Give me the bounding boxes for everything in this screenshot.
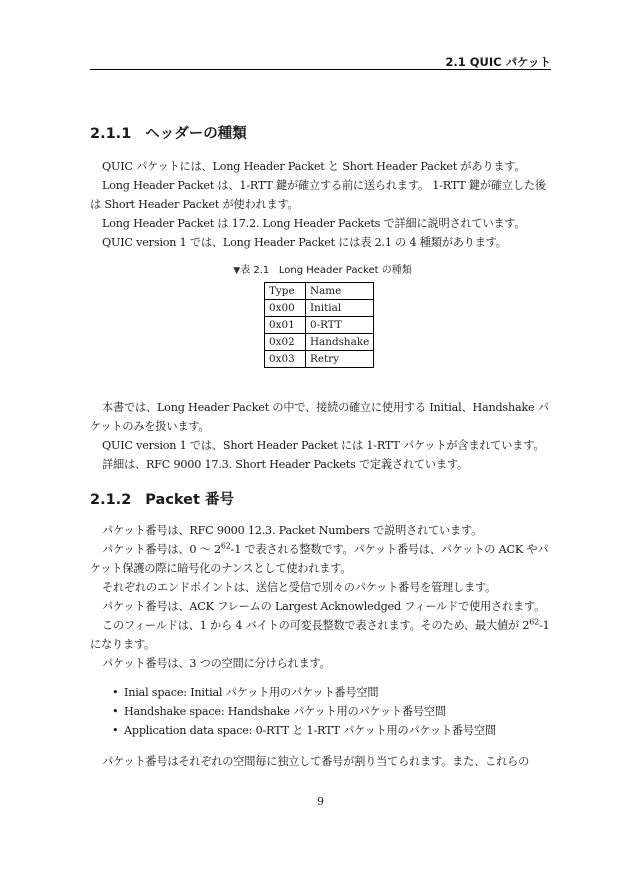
table-header-cell: Name (306, 283, 374, 300)
packet-type-table (264, 282, 374, 368)
page-content (90, 124, 551, 771)
header-rule (90, 69, 551, 70)
paragraph: パケット番号は、ACK フレームの Largest Acknowledged フィールドで使用されます。 (102, 600, 546, 613)
text-run: -1 になります。 (90, 619, 550, 651)
bullet-icon: • (112, 705, 119, 718)
paragraph: QUIC version 1 では、Short Header Packet には 1-RTT パケットが含まれています。 (102, 439, 545, 452)
table-cell: Handshake (306, 334, 374, 351)
paragraph (90, 616, 551, 654)
paragraph: パケット番号はそれぞれの空間毎に独立して番号が割り当てられます。また、これらの (102, 755, 530, 768)
text-run: パケット番号は、0 〜 2 (102, 543, 221, 556)
paragraph: QUIC パケットには、Long Header Packet と Short Header Packet があります。 (102, 160, 526, 173)
table-cell: 0x02 (265, 334, 306, 351)
paragraph: パケット番号は、3 つの空間に分けられます。 (102, 657, 331, 670)
bullet-icon: • (112, 724, 119, 737)
section-title: Packet 番号 (145, 492, 234, 508)
table-row (265, 351, 374, 368)
list-item-text: Application data space: 0-RTT と 1-RTT パケット用のパケット番号空間 (124, 724, 496, 737)
paragraph: QUIC version 1 では、Long Header Packet には表 2.1 の 4 種類があります。 (102, 236, 507, 249)
section-number: 2.1.2 (90, 492, 132, 508)
paragraph: それぞれのエンドポイントは、送信と受信で別々のパケット番号を管理します。 (102, 581, 497, 594)
table-header-cell: Type (265, 283, 306, 300)
paragraph: Long Header Packet は 17.2. Long Header Packets で詳細に説明されています。 (102, 217, 526, 230)
paragraph: 詳細は、RFC 9000 17.3. Short Header Packets で定義されています。 (102, 458, 468, 471)
paragraph: パケット番号は、RFC 9000 12.3. Packet Numbers で説明されています。 (102, 524, 483, 537)
list-item (90, 702, 551, 721)
table-header-row (265, 283, 374, 300)
table-cell: 0x01 (265, 317, 306, 334)
caption-label: 表 2.1 (240, 265, 270, 276)
superscript: 62 (529, 617, 540, 627)
table-cell: Retry (306, 351, 374, 368)
table-caption (90, 264, 551, 278)
section-heading-2-1-1 (90, 124, 551, 144)
section-title: ヘッダーの種類 (145, 126, 247, 142)
list-item (90, 721, 551, 740)
section-heading-2-1-2 (90, 490, 551, 510)
list-item-text: Inial space: Initial パケット用のパケット番号空間 (124, 686, 379, 699)
text-run: このフィールドは、1 から 4 バイトの可変長整数で表されます。そのため、最大値が 2 (102, 619, 530, 632)
table-row (265, 317, 374, 334)
table-row (265, 334, 374, 351)
page-number: 9 (317, 795, 324, 808)
table-cell: 0x03 (265, 351, 306, 368)
table-row (265, 300, 374, 317)
paragraph (90, 540, 551, 578)
section-number: 2.1.1 (90, 126, 132, 142)
list-item-text: Handshake space: Handshake パケット用のパケット番号空間 (124, 705, 446, 718)
packet-number-space-list (90, 683, 551, 740)
caption-text: Long Header Packet の種類 (278, 265, 412, 276)
paragraph: 本書では、Long Header Packet の中で、接続の確立に使用する Initial、Handshake パケットのみを扱います。 (90, 401, 549, 433)
text-run: -1 で表される整数です。パケット番号は、パケットの ACK やパケット保護の際に暗号化のナンスとして使われます。 (90, 543, 549, 575)
table-cell: Initial (306, 300, 374, 317)
bullet-icon: • (112, 686, 119, 699)
table-cell: 0-RTT (306, 317, 374, 334)
list-item (90, 683, 551, 702)
running-header: 2.1 QUIC パケット (445, 55, 551, 69)
caption-marker: ▼ (233, 266, 241, 276)
superscript: 62 (220, 541, 231, 551)
paragraph: Long Header Packet は、1-RTT 鍵が確立する前に送られます。 1-RTT 鍵が確立した後は Short Header Packet が使われます。 (90, 179, 546, 211)
table-cell: 0x00 (265, 300, 306, 317)
